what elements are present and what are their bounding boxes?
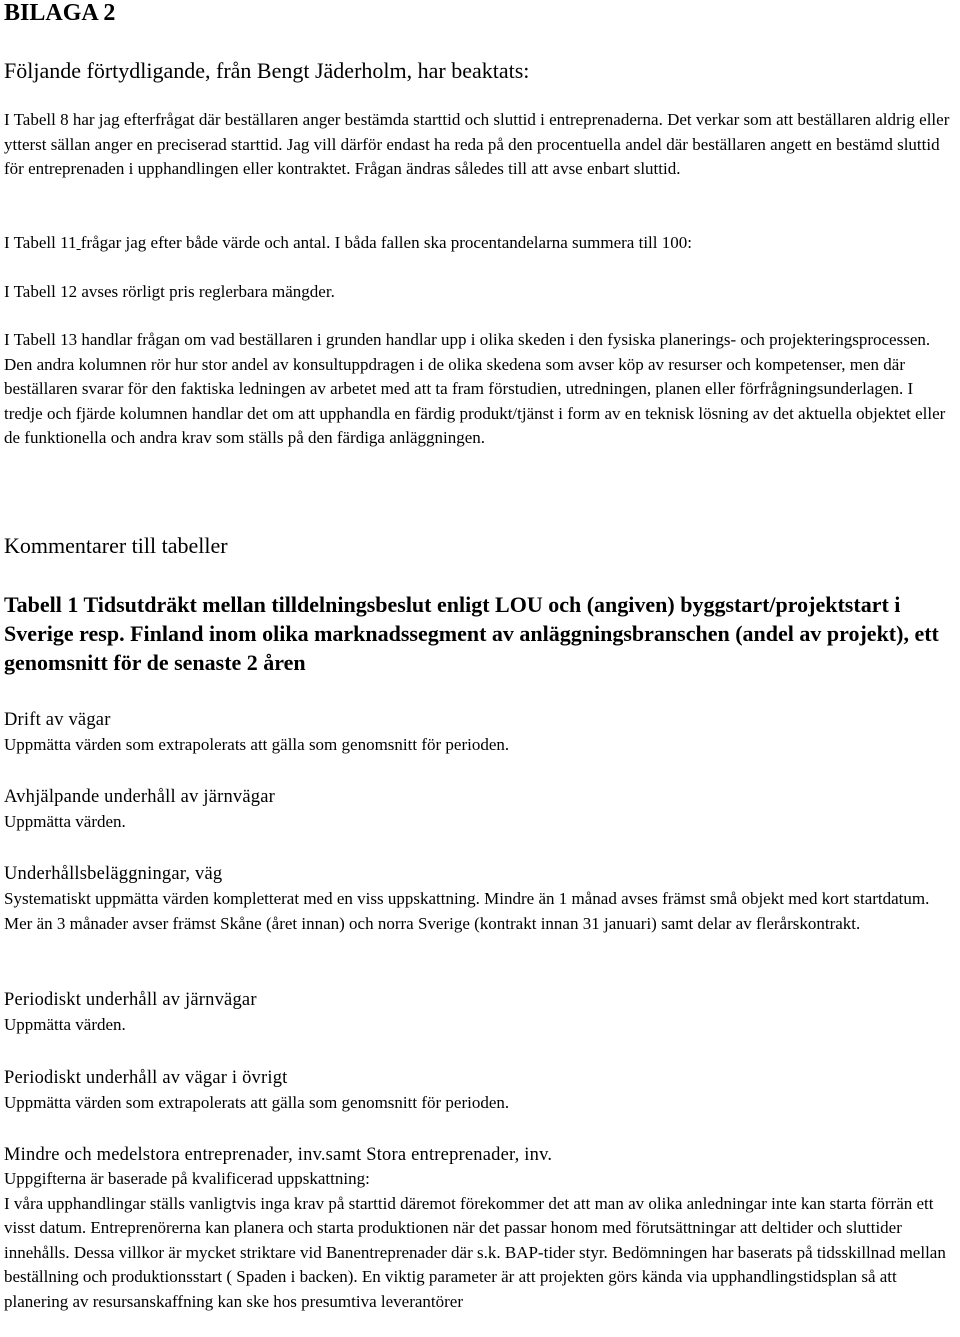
section-text-periodiskt-jarnvagar: Uppmätta värden. — [4, 1015, 126, 1034]
section-text-drift-av-vagar: Uppmätta värden som extrapolerats att gälla som genomsnitt för perioden. — [4, 735, 510, 754]
section-heading-periodiskt-jarnvagar: Periodiskt underhåll av järnvägar — [4, 990, 257, 1010]
section-text-avhjalpande-underhall: Uppmätta värden. — [4, 812, 126, 831]
paragraph-tabell-13: I Tabell 13 handlar frågan om vad beställaren i grunden handlar upp i olika skeden i den fysiska planerings- och projekteringsprocessen. Den andra kolumnen rör hur stor andel av konsultuppdragen i de olika skedena som avser köp av resurser och kompetenser, men där beställaren svarar för den faktiska ledningen av arbetet med att ta fram förstudien, utredningen, planen eller förfrågningsunderlagen. I tredje och fjärde kolumnen handlar det om att upphandla en färdig produkt/tjänst i form av en teknisk lösning av det aktuella objektet eller de funktionella och andra krav som ställs på den färdiga anläggningen. — [4, 330, 946, 447]
paragraph-tabell-12: I Tabell 12 avses rörligt pris reglerbara mängder. — [4, 282, 335, 301]
section-heading-entreprenader: Mindre och medelstora entreprenader, inv.samt Stora entreprenader, inv. — [4, 1145, 553, 1165]
section-text-underhallsbelaggningar: Systematiskt uppmätta värden kompletterat med en viss uppskattning. Mindre än 1 månad avses främst små objekt med kort startdatum. Mer än 3 månader avser främst Skåne (året innan) och norra Sverige (kontrakt innan 31 januari) samt delar av flerårskontrakt. — [4, 889, 930, 933]
section-heading-periodiskt-vagar: Periodiskt underhåll av vägar i övrigt — [4, 1068, 288, 1088]
table-1-title: Tabell 1 Tidsutdräkt mellan tilldelningsbeslut enligt LOU och (angiven) byggstart/projektstart i Sverige resp. Finland inom olika marknadssegment av anläggningsbranschen (andel av projekt), ett genomsnitt för de senaste 2 åren — [4, 592, 939, 675]
tabell-11-ref: I Tabell 11 — [4, 233, 77, 252]
section-heading-underhallsbelaggningar: Underhållsbeläggningar, väg — [4, 864, 223, 884]
section-heading-avhjalpande-underhall: Avhjälpande underhåll av järnvägar — [4, 787, 275, 807]
section-text-periodiskt-vagar: Uppmätta värden som extrapolerats att gälla som genomsnitt för perioden. — [4, 1093, 510, 1112]
paragraph-tabell-8: I Tabell 8 har jag efterfrågat där beställaren anger bestämda starttid och sluttid i entreprenaderna. Det verkar som att beställaren aldrig eller ytterst sällan anger en preciserad starttid. Jag vill därför endast ha reda på den procentuella andel där beställaren angett en bestämd sluttid för entreprenaden i upphandlingen eller kontraktet. Frågan ändras således till att avse enbart sluttid. — [4, 110, 950, 178]
paragraph-tabell-11 — [4, 231, 954, 256]
tabell-11-text: frågar jag efter både värde och antal. I båda fallen ska procentandelarna summera till 100: — [80, 233, 692, 252]
section-text-entreprenader: Uppgifterna är baserade på kvalificerad uppskattning: I våra upphandlingar ställs vanligtvis inga krav på starttid däremot förekommer det att man av olika anledningar inte kan starta förrän ett visst datum. Entreprenörerna kan planera och starta produktionen när det passar honom med förutsättningar att deltider och sluttider innehålls. Dessa villkor är mycket striktare vid Banentreprenader där s.k. BAP-tider styr. Bedömningen har baserats på tidsskillnad mellan beställning och produktionsstart ( Spaden i backen). En viktig parameter är att projekten görs kända via upphandlingstidsplan så att planering av resursanskaffning kan ske hos presumtiva leverantörer — [4, 1169, 946, 1311]
comments-heading: Kommentarer till tabeller — [4, 533, 228, 558]
section-heading-drift-av-vagar: Drift av vägar — [4, 710, 111, 730]
page-title: BILAGA 2 — [4, 0, 116, 26]
intro-heading: Följande förtydligande, från Bengt Jäderholm, har beaktats: — [4, 58, 530, 83]
